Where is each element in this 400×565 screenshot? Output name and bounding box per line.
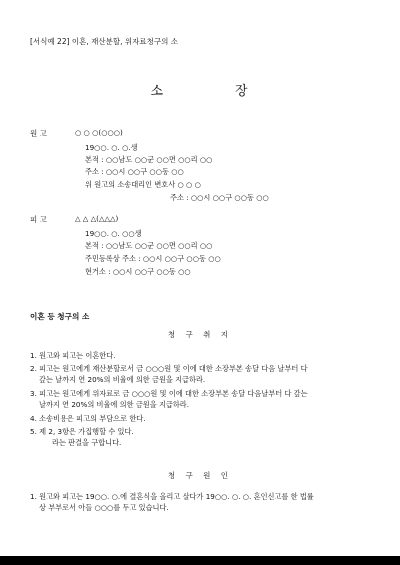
title-char-2: 장 <box>235 84 250 99</box>
defendant-residence: 현거소 : ○○시 ○○구 ○○동 ○○ <box>85 267 191 276</box>
defendant-label: 피 고 <box>30 215 47 224</box>
defendant-name: △ △ △(△△△) <box>75 214 119 223</box>
plaintiff-label: 원 고 <box>30 129 47 138</box>
plaintiff-birth: 19○○. ○. ○.생 <box>85 143 138 152</box>
claim-item: 2. 피고는 원고에게 재산분할로서 금 ○○○원 및 이에 대한 소장부본 송달 다음 날부터 다 갚는 날까지 연 20%의 비율에 의한 금원을 지급하라. <box>30 364 308 384</box>
attorney-address: 주소 : ○○시 ○○구 ○○동 ○○ <box>170 193 269 202</box>
claim-item: 3. 피고는 원고에게 위자료로 금 ○○○원 및 이에 대한 소장부본 송달 다음날부터 다 갚는 날까지 연 20%의 비율에 의한 금원을 지급하라. <box>30 389 308 409</box>
plaintiff-name: ○ ○ ○(○○○) <box>75 128 123 137</box>
defendant-domicile: 본적 : ○○남도 ○○군 ○○면 ○○리 ○○ <box>85 241 213 250</box>
case-title: 이혼 등 청구의 소 <box>30 312 90 321</box>
claims-heading: 청 구 취 지 <box>167 330 233 339</box>
defendant-registered-address: 주민등록상 주소 : ○○시 ○○구 ○○동 ○○ <box>85 254 221 263</box>
claim-item: 4. 소송비용은 피고의 부담으로 한다. <box>30 414 146 423</box>
plaintiff-attorney: 위 원고의 소송대리인 변호사 ○ ○ ○ <box>85 180 201 189</box>
causes-heading: 청 구 원 인 <box>167 471 233 480</box>
plaintiff-domicile: 본적 : ○○남도 ○○군 ○○면 ○○리 ○○ <box>85 155 213 164</box>
defendant-birth: 19○○. ○. ○○생 <box>85 229 142 238</box>
cause-item: 1. 원고와 피고는 19○○. ○.에 결혼식을 올리고 살다가 19○○. ○. ○. 혼인신고를 한 법률 상 부부로서 아들 ○○○를 두고 있습니다. <box>30 492 314 512</box>
plaintiff-address: 주소 : ○○시 ○○구 ○○동 ○○ <box>85 167 184 176</box>
page-bottom-border <box>0 556 400 565</box>
form-label: [서식예 22] 이혼, 재산분할, 위자료청구의 소 <box>30 37 179 46</box>
document-title <box>0 80 400 99</box>
claim-item: 1. 원고와 피고는 이혼한다. <box>30 351 116 360</box>
claim-item: 5. 제 2, 3항은 가집행할 수 있다. 라는 판결을 구합니다. <box>30 427 134 447</box>
title-char-1: 소 <box>150 84 165 99</box>
